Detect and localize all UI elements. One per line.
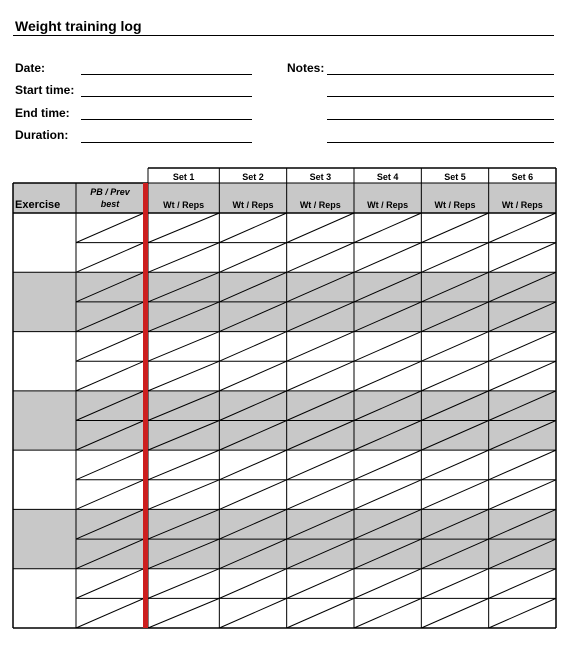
duration-label: Duration:	[15, 128, 69, 142]
wt-reps-diagonal	[148, 213, 219, 243]
form-title: Weight training log	[15, 18, 142, 34]
wt-reps-diagonal	[489, 569, 556, 599]
wt-reps-diagonal	[219, 243, 286, 273]
wt-reps-diagonal	[489, 598, 556, 628]
wt-reps-diagonal	[148, 598, 219, 628]
end-time-label: End time:	[15, 106, 70, 120]
set-header: Set 3	[309, 172, 332, 182]
wt-reps-diagonal	[287, 480, 354, 510]
wt-reps-diagonal	[219, 480, 286, 510]
wt-reps-diagonal	[219, 332, 286, 362]
wt-reps-diagonal	[489, 480, 556, 510]
wt-reps-header: Wt / Reps	[232, 200, 274, 210]
set-header: Set 5	[444, 172, 466, 182]
set-header: Set 4	[376, 172, 399, 182]
wt-reps-diagonal	[219, 213, 286, 243]
wt-reps-diagonal	[489, 361, 556, 391]
wt-reps-diagonal	[354, 569, 421, 599]
wt-reps-diagonal	[287, 598, 354, 628]
wt-reps-diagonal	[76, 480, 144, 510]
wt-reps-diagonal	[354, 332, 421, 362]
wt-reps-diagonal	[354, 213, 421, 243]
wt-reps-diagonal	[354, 361, 421, 391]
wt-reps-diagonal	[421, 361, 488, 391]
wt-reps-diagonal	[219, 569, 286, 599]
wt-reps-diagonal	[148, 569, 219, 599]
wt-reps-diagonal	[287, 213, 354, 243]
wt-reps-diagonal	[148, 332, 219, 362]
wt-reps-diagonal	[421, 243, 488, 273]
set-header: Set 2	[242, 172, 264, 182]
wt-reps-diagonal	[76, 332, 144, 362]
wt-reps-diagonal	[354, 480, 421, 510]
wt-reps-diagonal	[421, 450, 488, 480]
wt-reps-diagonal	[489, 450, 556, 480]
wt-reps-header: Wt / Reps	[434, 200, 476, 210]
exercise-header: Exercise	[15, 199, 61, 211]
wt-reps-diagonal	[421, 569, 488, 599]
set-header: Set 1	[172, 172, 195, 182]
wt-reps-diagonal	[354, 598, 421, 628]
wt-reps-diagonal	[148, 361, 219, 391]
pb-header-line-2: best	[100, 199, 120, 209]
start-time-label: Start time:	[15, 83, 75, 97]
wt-reps-diagonal	[287, 243, 354, 273]
wt-reps-header: Wt / Reps	[163, 200, 205, 210]
wt-reps-diagonal	[421, 213, 488, 243]
notes-label: Notes:	[287, 61, 325, 75]
wt-reps-diagonal	[421, 480, 488, 510]
wt-reps-diagonal	[148, 480, 219, 510]
wt-reps-diagonal	[219, 450, 286, 480]
wt-reps-diagonal	[489, 213, 556, 243]
wt-reps-diagonal	[489, 332, 556, 362]
wt-reps-diagonal	[219, 598, 286, 628]
wt-reps-diagonal	[421, 332, 488, 362]
wt-reps-header: Wt / Reps	[501, 200, 543, 210]
wt-reps-diagonal	[219, 361, 286, 391]
header-shade-sets	[148, 183, 556, 213]
wt-reps-diagonal	[148, 450, 219, 480]
pb-header-line-1: PB / Prev	[90, 187, 130, 197]
wt-reps-header: Wt / Reps	[367, 200, 409, 210]
wt-reps-diagonal	[287, 450, 354, 480]
red-divider	[143, 183, 148, 628]
wt-reps-diagonal	[354, 450, 421, 480]
wt-reps-diagonal	[76, 569, 144, 599]
wt-reps-diagonal	[287, 332, 354, 362]
wt-reps-diagonal	[76, 361, 144, 391]
wt-reps-diagonal	[76, 450, 144, 480]
wt-reps-diagonal	[76, 243, 144, 273]
wt-reps-header: Wt / Reps	[299, 200, 341, 210]
wt-reps-diagonal	[287, 361, 354, 391]
date-label: Date:	[15, 61, 46, 75]
wt-reps-diagonal	[76, 598, 144, 628]
wt-reps-diagonal	[287, 569, 354, 599]
wt-reps-diagonal	[148, 243, 219, 273]
wt-reps-diagonal	[76, 213, 144, 243]
wt-reps-diagonal	[354, 243, 421, 273]
wt-reps-diagonal	[421, 598, 488, 628]
set-header: Set 6	[511, 172, 534, 182]
wt-reps-diagonal	[489, 243, 556, 273]
